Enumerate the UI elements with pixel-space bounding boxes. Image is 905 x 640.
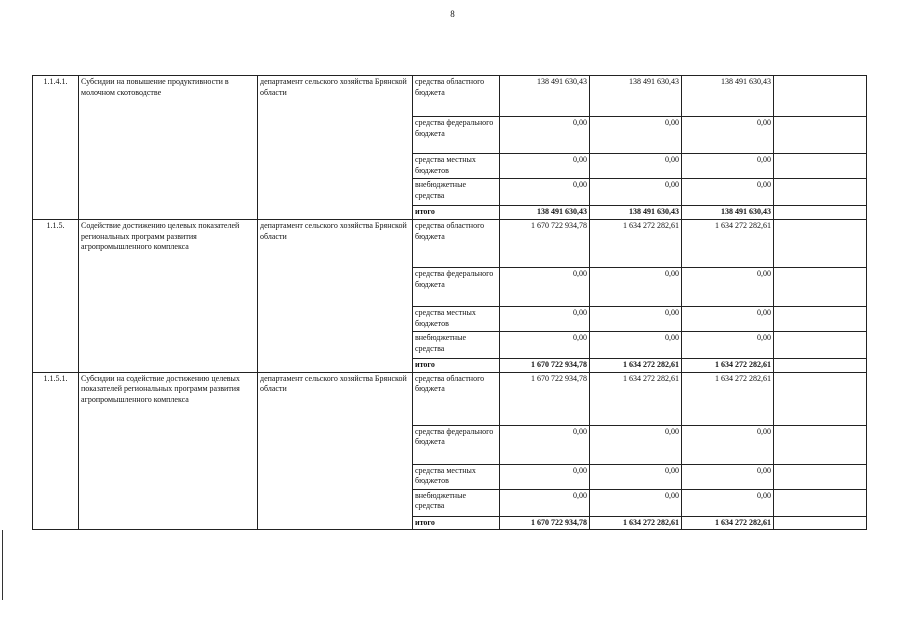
amount-cell: 1 634 272 282,61 xyxy=(682,372,774,425)
event-code-cell: 1.1.4.1. xyxy=(33,76,79,220)
amount-cell xyxy=(774,516,867,530)
executor-cell: департамент сельского хозяйства Брянской области xyxy=(258,219,413,372)
amount-cell: 1 634 272 282,61 xyxy=(682,516,774,530)
budget-table xyxy=(32,75,867,530)
amount-cell: 138 491 630,43 xyxy=(500,76,590,117)
amount-cell xyxy=(774,372,867,425)
amount-cell: 0,00 xyxy=(500,331,590,358)
amount-cell xyxy=(774,489,867,516)
amount-cell: 0,00 xyxy=(500,267,590,306)
amount-cell: 138 491 630,43 xyxy=(590,206,682,220)
amount-cell: 1 634 272 282,61 xyxy=(590,219,682,267)
amount-cell xyxy=(774,117,867,154)
amount-cell xyxy=(774,179,867,206)
executor-cell: департамент сельского хозяйства Брянской области xyxy=(258,76,413,220)
funding-source-cell: средства федерального бюджета xyxy=(413,425,500,464)
executor-cell: департамент сельского хозяйства Брянской области xyxy=(258,372,413,530)
amount-cell: 0,00 xyxy=(590,267,682,306)
event-name-cell: Субсидии на повышение продуктивности в молочном скотоводстве xyxy=(79,76,258,220)
amount-cell: 0,00 xyxy=(682,331,774,358)
amount-cell: 138 491 630,43 xyxy=(500,206,590,220)
amount-cell: 1 634 272 282,61 xyxy=(590,358,682,372)
funding-source-cell: внебюджетные средства xyxy=(413,331,500,358)
event-name-cell: Субсидии на содействие достижению целевых показателей региональных программ развития агропромышленного комплекса xyxy=(79,372,258,530)
amount-cell: 0,00 xyxy=(500,489,590,516)
funding-source-cell: итого xyxy=(413,358,500,372)
amount-cell xyxy=(774,219,867,267)
amount-cell: 0,00 xyxy=(682,489,774,516)
funding-source-cell: средства федерального бюджета xyxy=(413,267,500,306)
amount-cell: 0,00 xyxy=(590,489,682,516)
amount-cell: 0,00 xyxy=(590,425,682,464)
amount-cell: 1 670 722 934,78 xyxy=(500,219,590,267)
amount-cell: 0,00 xyxy=(500,464,590,489)
event-name-cell: Содействие достижению целевых показателей региональных программ развития агропромышленного комплекса xyxy=(79,219,258,372)
amount-cell: 0,00 xyxy=(682,117,774,154)
table-row xyxy=(33,76,867,117)
amount-cell xyxy=(774,425,867,464)
event-code-cell: 1.1.5.1. xyxy=(33,372,79,530)
amount-cell xyxy=(774,464,867,489)
amount-cell: 1 670 722 934,78 xyxy=(500,358,590,372)
amount-cell: 0,00 xyxy=(682,267,774,306)
amount-cell: 0,00 xyxy=(500,117,590,154)
funding-source-cell: средства местных бюджетов xyxy=(413,154,500,179)
amount-cell: 0,00 xyxy=(590,154,682,179)
amount-cell: 1 634 272 282,61 xyxy=(590,516,682,530)
funding-source-cell: средства областного бюджета xyxy=(413,372,500,425)
amount-cell: 0,00 xyxy=(682,425,774,464)
amount-cell: 0,00 xyxy=(682,464,774,489)
amount-cell: 0,00 xyxy=(590,179,682,206)
amount-cell: 0,00 xyxy=(500,425,590,464)
amount-cell: 0,00 xyxy=(590,464,682,489)
amount-cell: 1 634 272 282,61 xyxy=(682,219,774,267)
amount-cell xyxy=(774,358,867,372)
amount-cell: 138 491 630,43 xyxy=(682,76,774,117)
table-row xyxy=(33,219,867,267)
scan-margin-mark xyxy=(2,530,3,600)
amount-cell: 0,00 xyxy=(682,154,774,179)
funding-source-cell: средства местных бюджетов xyxy=(413,464,500,489)
amount-cell: 138 491 630,43 xyxy=(682,206,774,220)
amount-cell xyxy=(774,154,867,179)
amount-cell: 0,00 xyxy=(500,306,590,331)
funding-source-cell: итого xyxy=(413,516,500,530)
amount-cell: 0,00 xyxy=(590,306,682,331)
funding-source-cell: внебюджетные средства xyxy=(413,489,500,516)
amount-cell xyxy=(774,206,867,220)
amount-cell: 0,00 xyxy=(590,331,682,358)
amount-cell: 0,00 xyxy=(682,179,774,206)
funding-source-cell: средства областного бюджета xyxy=(413,219,500,267)
amount-cell: 0,00 xyxy=(590,117,682,154)
table-row xyxy=(33,372,867,425)
amount-cell: 1 670 722 934,78 xyxy=(500,516,590,530)
amount-cell xyxy=(774,306,867,331)
amount-cell: 1 634 272 282,61 xyxy=(682,358,774,372)
amount-cell: 0,00 xyxy=(682,306,774,331)
amount-cell: 138 491 630,43 xyxy=(590,76,682,117)
amount-cell xyxy=(774,331,867,358)
amount-cell: 1 670 722 934,78 xyxy=(500,372,590,425)
amount-cell: 0,00 xyxy=(500,179,590,206)
page-number: 8 xyxy=(450,9,455,19)
funding-source-cell: итого xyxy=(413,206,500,220)
funding-source-cell: средства федерального бюджета xyxy=(413,117,500,154)
amount-cell xyxy=(774,76,867,117)
event-code-cell: 1.1.5. xyxy=(33,219,79,372)
amount-cell xyxy=(774,267,867,306)
funding-source-cell: средства местных бюджетов xyxy=(413,306,500,331)
amount-cell: 0,00 xyxy=(500,154,590,179)
amount-cell: 1 634 272 282,61 xyxy=(590,372,682,425)
funding-source-cell: внебюджетные средства xyxy=(413,179,500,206)
funding-source-cell: средства областного бюджета xyxy=(413,76,500,117)
